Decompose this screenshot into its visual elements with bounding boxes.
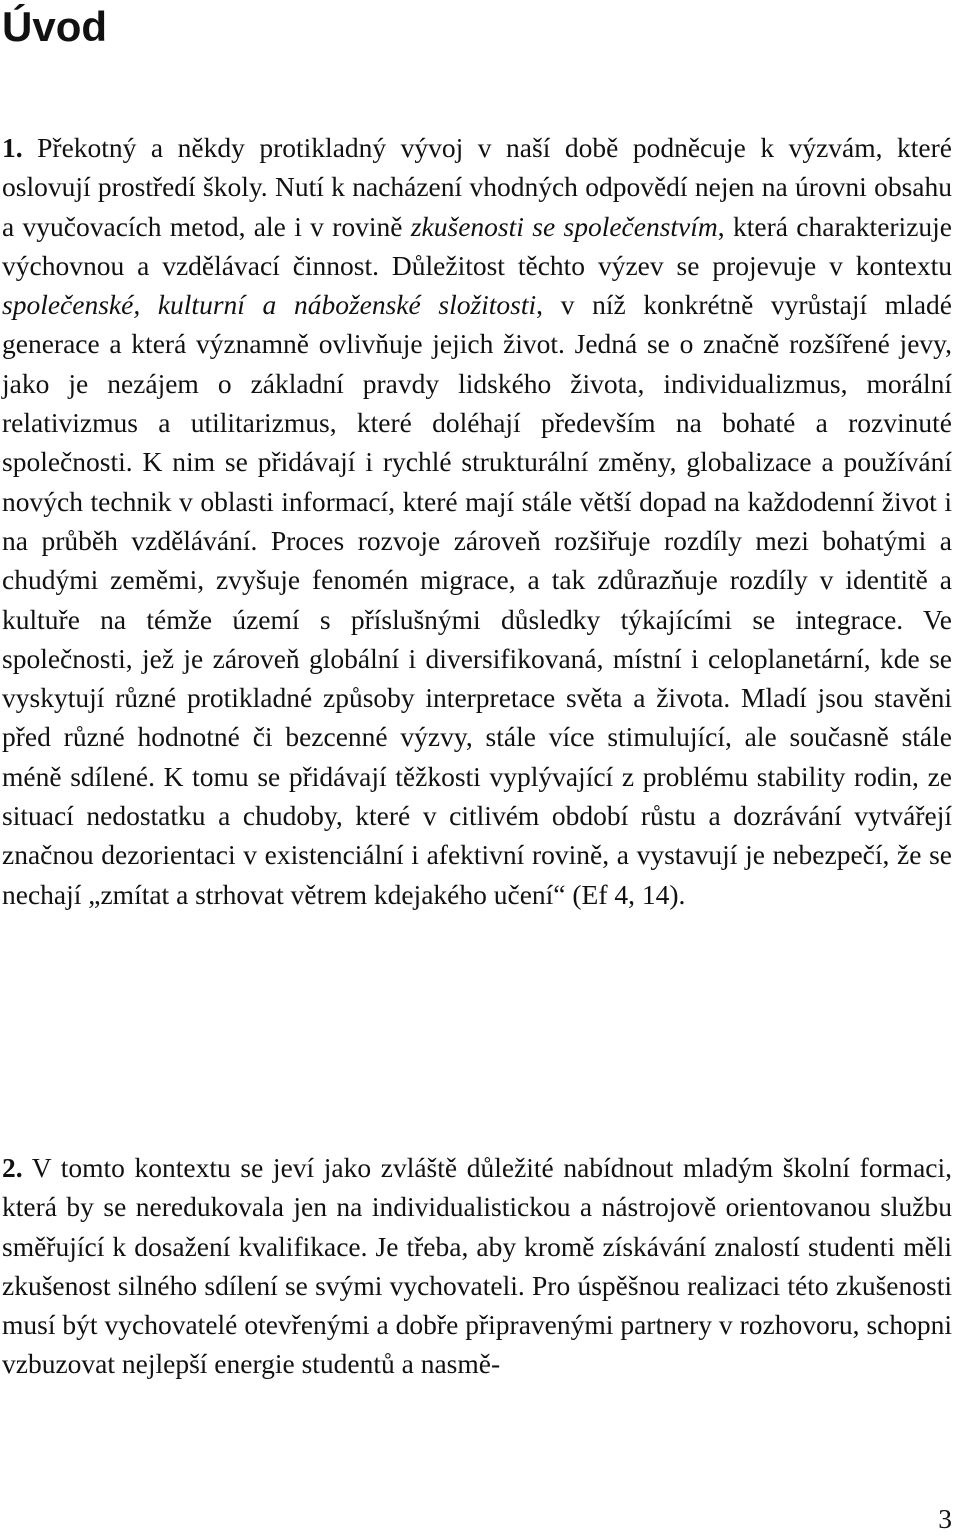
paragraph-number: 1.: [2, 132, 23, 163]
paragraph-2: [2, 1148, 952, 1384]
paragraph-text: , která charakterizuje výchovnou a vzdělávací činnost. Důležitost těchto výzev se projevuje v kontextu: [2, 210, 953, 281]
page-number: 3: [938, 1503, 952, 1534]
paragraph-italic-text: zkušenosti se společenstvím: [410, 210, 718, 242]
page-title: Úvod: [2, 3, 107, 50]
paragraph-number: 2.: [2, 1152, 23, 1183]
paragraph-text: , v níž konkrétně vyrůstají mladé generace a která významně ovlivňuje jejich život. Jedná se o značně rozšířené jevy, jako je nezájem o základní pravdy lidského života, individualizmus, morální relativizmus a utilitarizmus, které doléhají především na bohaté a rozvinuté společnosti. K nim se přidávají i rychlé strukturální změny, globalizace a používání nových technik v oblasti informací, které mají stále větší dopad na každodenní život i na průběh vzdělávání. Proces rozvoje zároveň rozšiřuje rozdíly mezi bohatými a chudými zeměmi, zvyšuje fenomén migrace, a tak zdůrazňuje rozdíly v identitě a kultuře na témže území s příslušnými důsledky týkajícími se integrace. Ve společnosti, jež je zároveň globální i diversifikovaná, místní i celoplanetární, kde se vyskytují různé protikladné způsoby interpretace světa a života. Mladí jsou stavěni před různé hodnotné či bezcenné výzvy, stále více stimulující, ale současně stále méně sdílené. K tomu se přidávají těžkosti vyplývající z problému stability rodin, ze situací nedostatku a chudoby, které v citlivém období růstu a dozrávání vytvářejí značnou dezorientaci v existenciální i afektivní rovině, a vystavují je nebezpečí, že se nechají „zmítat a strhovat větrem kdejakého učení“ (Ef 4, 14).: [2, 289, 952, 910]
paragraph-italic-text: společenské, kulturní a náboženské složitosti: [2, 289, 537, 321]
paragraph-text: V tomto kontextu se jeví jako zvláště důležité nabídnout mladým školní formaci, která by se neredukovala jen na individualistickou a nástrojově orientovanou službu směřující k dosažení kvalifikace. Je třeba, aby kromě získávání znalostí studenti měli zkušenost silného sdílení se svými vychovateli. Pro úspěšnou realizaci této zkušenosti musí být vychovatelé otevřenými a dobře připravenými partnery v rozhovoru, schopni vzbuzovat nejlepší energie studentů a nasmě-: [2, 1152, 952, 1380]
paragraph-1: [2, 128, 952, 914]
paragraph-text: Překotný a někdy protikladný vývoj v naší době podněcuje k výzvám, které oslovují prostředí školy. Nutí k nacházení vhodných odpovědí nejen na úrovni obsahu a vyučovacích metod, ale i v rovině: [2, 132, 952, 242]
